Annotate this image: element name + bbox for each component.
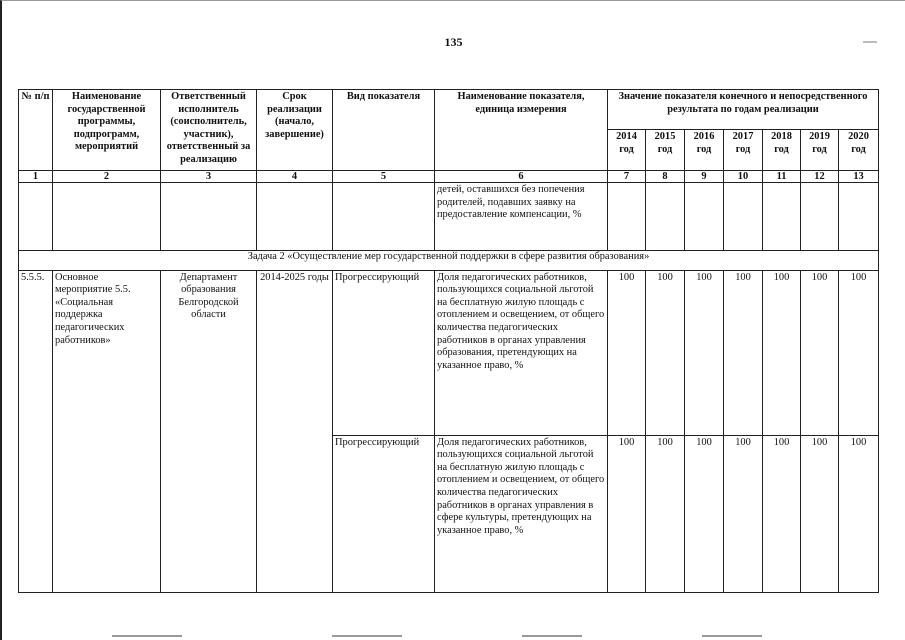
header-values: Значение показателя конечного и непосредственного результата по годам реализации: [608, 90, 879, 130]
header-term: Срок реализации (начало, завершение): [257, 90, 333, 171]
column-index: 11: [763, 171, 801, 183]
indicator-value: 100: [685, 435, 724, 592]
indicator-value: 100: [801, 435, 839, 592]
header-year: 2016 год: [685, 130, 724, 171]
continuation-text: детей, оставшихся без попечения родителей, подавших заявку на предоставление компенсации, %: [435, 183, 608, 251]
header-name: Наименование государственной программы, подпрограмм, мероприятий: [53, 90, 161, 171]
indicator-name: Доля педагогических работников, пользующихся социальной льготой на бесплатную жилую площадь с отоплением и освещением, от общего количества педагогических работников в органах управления образования, претендующих на указанное право, %: [435, 270, 608, 435]
indicator-type: Прогрессирующий: [333, 435, 435, 592]
task-title: Задача 2 «Осуществление мер государственной поддержки в сфере развития образования»: [19, 251, 879, 271]
row-name: Основное мероприятие 5.5. «Социальная поддержка педагогических работников»: [53, 270, 161, 592]
table-row: [19, 270, 879, 435]
indicator-value: 100: [608, 270, 646, 435]
indicator-type: Прогрессирующий: [333, 270, 435, 435]
column-index: 1: [19, 171, 53, 183]
page-number: 135: [444, 35, 463, 49]
indicator-value: 100: [839, 435, 879, 592]
column-index: 12: [801, 171, 839, 183]
scan-mark: [112, 635, 182, 637]
column-index: 9: [685, 171, 724, 183]
column-index: 7: [608, 171, 646, 183]
row-term: 2014-2025 годы: [257, 270, 333, 592]
indicator-value: 100: [724, 435, 763, 592]
column-index: 6: [435, 171, 608, 183]
header-year: 2015 год: [646, 130, 685, 171]
scan-mark: [863, 41, 877, 43]
indicator-table: [18, 89, 879, 593]
column-index: 2: [53, 171, 161, 183]
header-year: 2020 год: [839, 130, 879, 171]
indicator-value: 100: [839, 270, 879, 435]
column-index: 13: [839, 171, 879, 183]
scan-mark: [702, 635, 762, 637]
scan-mark: [522, 635, 582, 637]
indicator-value: 100: [646, 435, 685, 592]
header-type: Вид показателя: [333, 90, 435, 171]
indicator-name: Доля педагогических работников, пользующихся социальной льготой на бесплатную жилую площадь с отоплением и освещением, от общего количества педагогических работников в органах управления в сфере культуры, претендующих на указанное право, %: [435, 435, 608, 592]
header-num: № п/п: [19, 90, 53, 171]
row-responsible: Департамент образования Белгородской области: [161, 270, 257, 592]
column-index-row: [19, 171, 879, 183]
row-number: 5.5.5.: [19, 270, 53, 592]
header-year: 2014 год: [608, 130, 646, 171]
header-year: 2017 год: [724, 130, 763, 171]
header-year: 2018 год: [763, 130, 801, 171]
column-index: 4: [257, 171, 333, 183]
column-index: 5: [333, 171, 435, 183]
header-responsible: Ответственный исполнитель (соисполнитель, участник), ответственный за реализацию: [161, 90, 257, 171]
scan-mark: [332, 635, 402, 637]
indicator-value: 100: [801, 270, 839, 435]
indicator-value: 100: [646, 270, 685, 435]
header-year: 2019 год: [801, 130, 839, 171]
column-index: 3: [161, 171, 257, 183]
indicator-value: 100: [608, 435, 646, 592]
indicator-value: 100: [763, 435, 801, 592]
column-index: 8: [646, 171, 685, 183]
header-indicator: Наименование показателя, единица измерения: [435, 90, 608, 171]
column-index: 10: [724, 171, 763, 183]
header-row: [19, 90, 879, 130]
indicator-value: 100: [724, 270, 763, 435]
indicator-value: 100: [685, 270, 724, 435]
indicator-value: 100: [763, 270, 801, 435]
continuation-row: [19, 183, 879, 251]
task-row: [19, 251, 879, 271]
